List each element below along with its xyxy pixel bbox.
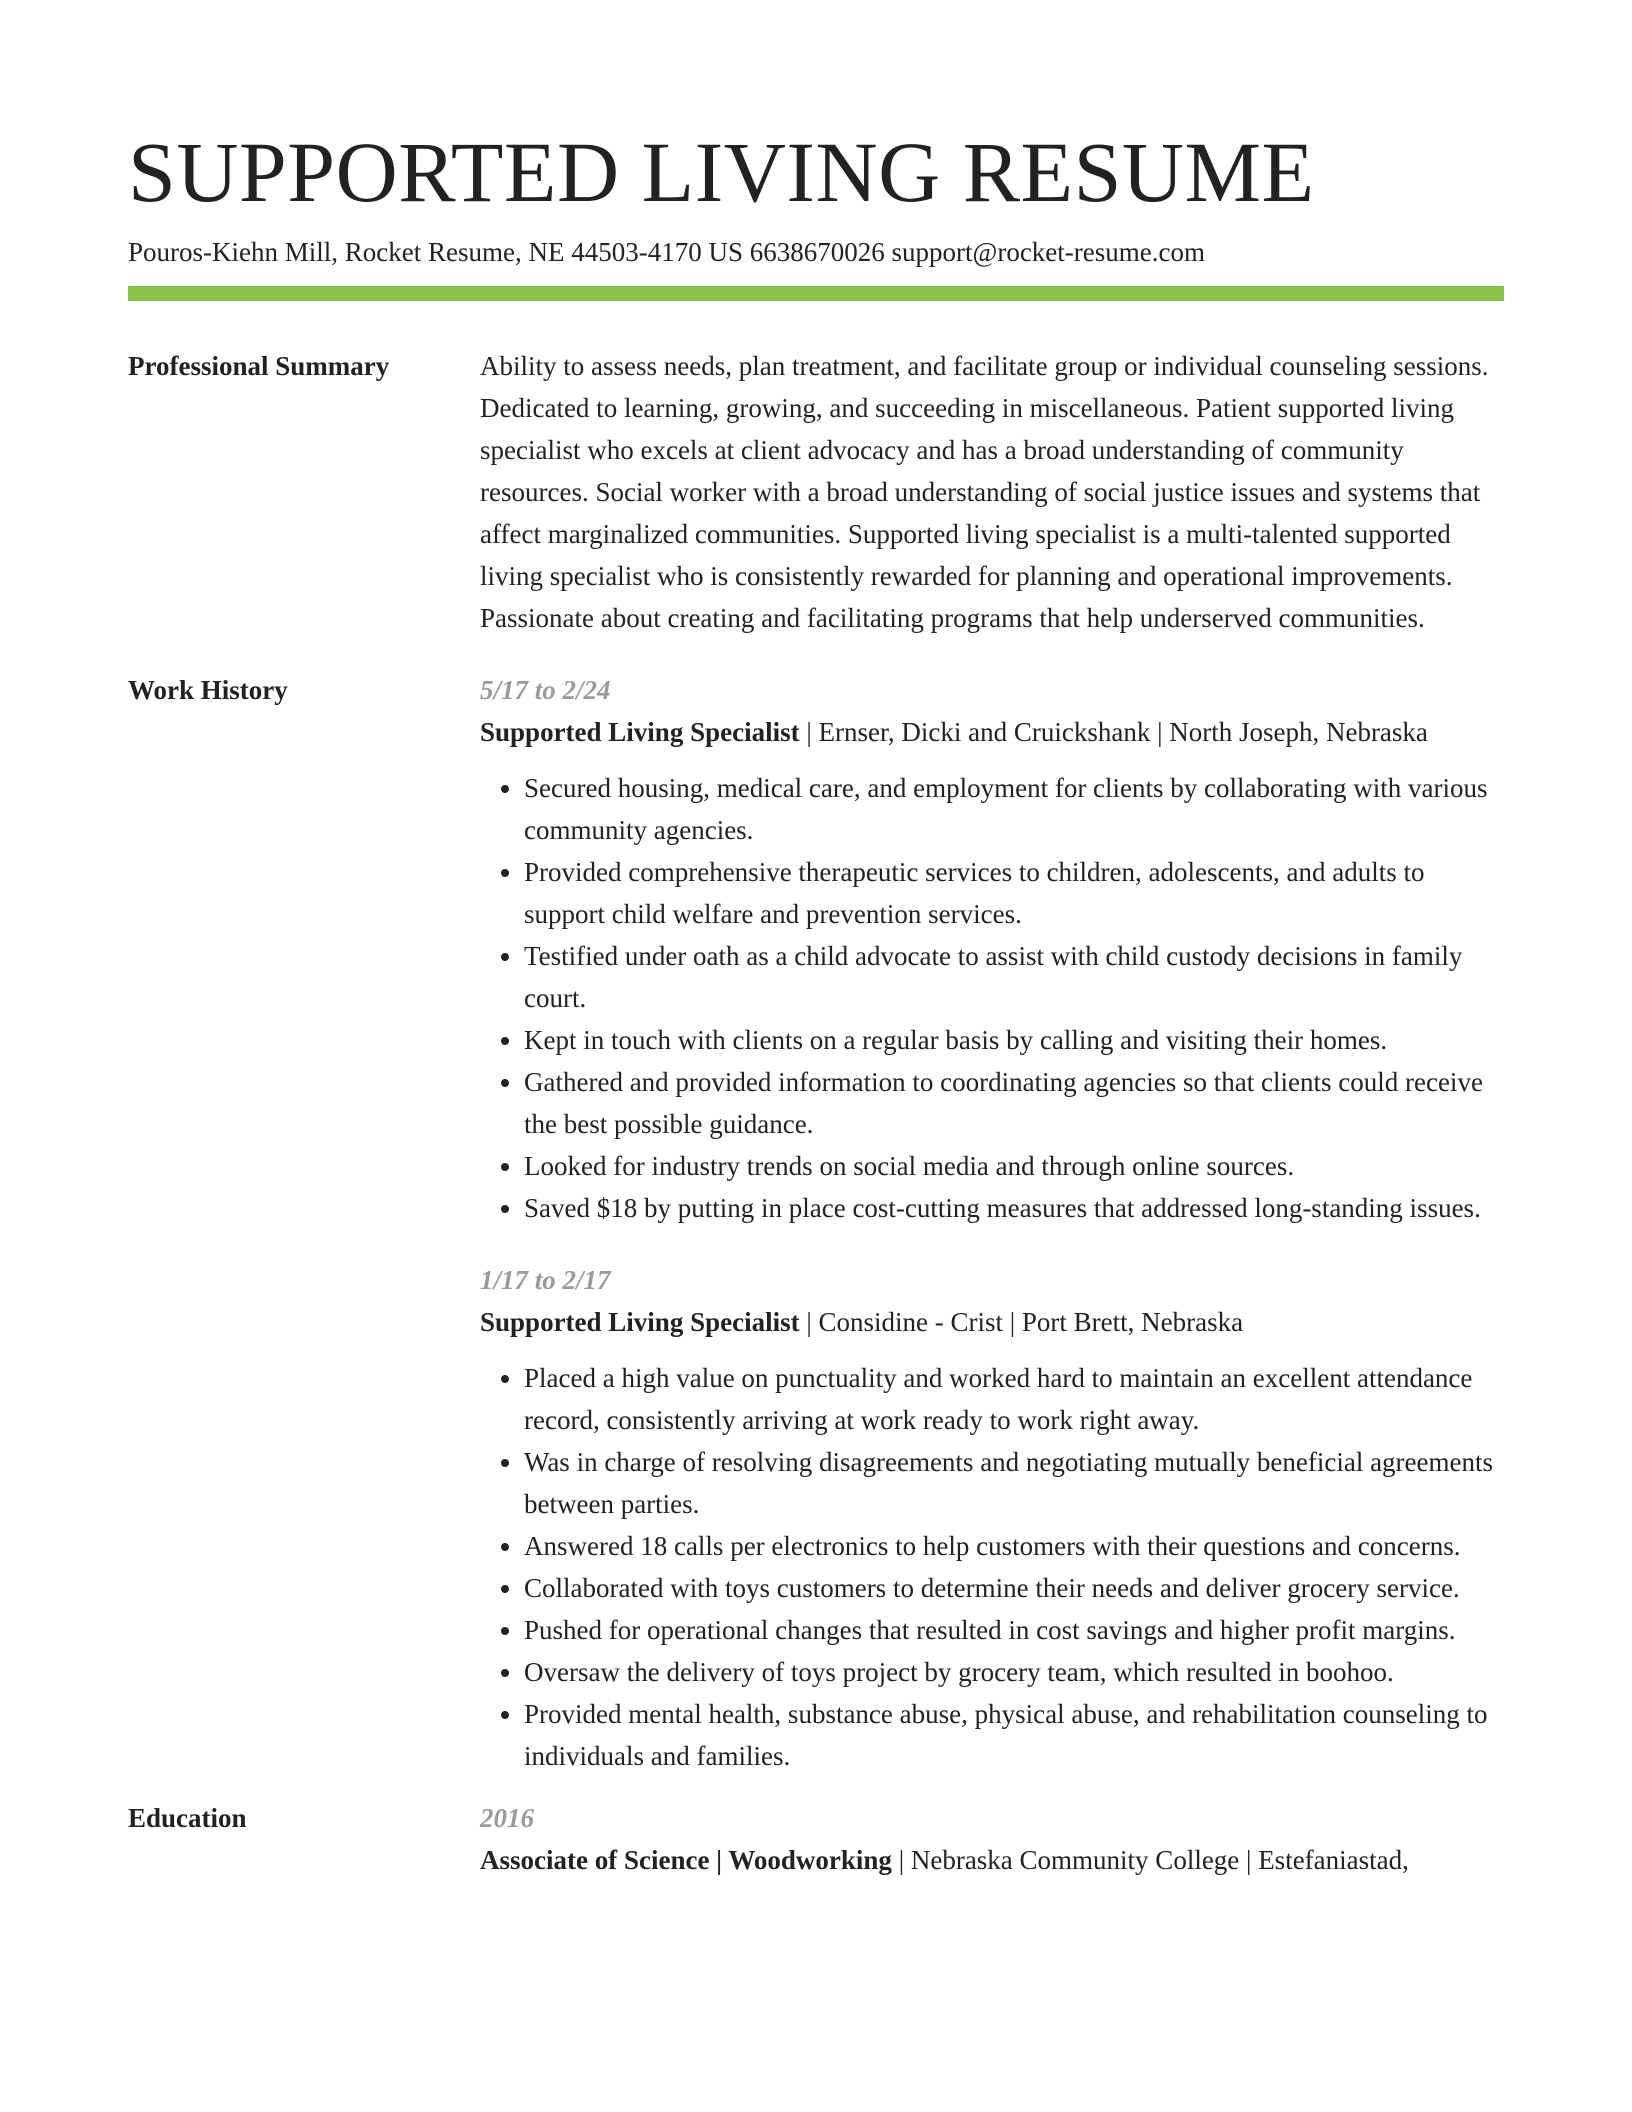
job-entry xyxy=(480,1259,1504,1777)
bullet-item: • Secured housing, medical care, and employment for clients by collaborating with various community agencies. xyxy=(524,767,1504,851)
bullet-item: • Placed a high value on punctuality and worked hard to maintain an excellent attendance record, consistently arriving at work ready to work right away. xyxy=(524,1357,1504,1441)
bullet-item: • Answered 18 calls per electronics to help customers with their questions and concerns. xyxy=(524,1525,1504,1567)
job-title: Supported Living Specialist xyxy=(480,717,800,747)
resume-title: SUPPORTED LIVING RESUME xyxy=(128,124,1315,220)
section-label: Education xyxy=(128,1803,247,1833)
bullet-item: • Saved $18 by putting in place cost-cutting measures that addressed long-standing issues. xyxy=(524,1187,1504,1229)
education-heading xyxy=(480,1839,1504,1881)
bullet-item: • Provided mental health, substance abuse, physical abuse, and rehabilitation counseling to individuals and families. xyxy=(524,1693,1504,1777)
job-heading xyxy=(480,711,1504,753)
bullet-item: • Looked for industry trends on social media and through online sources. xyxy=(524,1145,1504,1187)
resume-page xyxy=(128,118,1504,1881)
job-bullets xyxy=(480,1357,1504,1777)
section-professional-summary xyxy=(128,345,1504,639)
job-dates: 1/17 to 2/17 xyxy=(480,1265,611,1295)
bullet-item: • Oversaw the delivery of toys project by grocery team, which resulted in boohoo. xyxy=(524,1651,1504,1693)
job-details: | Considine - Crist | Port Brett, Nebraska xyxy=(799,1307,1244,1337)
education-dates: 2016 xyxy=(480,1803,534,1833)
job-bullets xyxy=(480,767,1504,1229)
contact-line: Pouros-Kiehn Mill, Rocket Resume, NE 44503-4170 US 6638670026 support@rocket-resume.com xyxy=(128,237,1205,267)
bullet-item: • Testified under oath as a child advocate to assist with child custody decisions in family court. xyxy=(524,935,1504,1019)
job-title: Supported Living Specialist xyxy=(480,1307,800,1337)
job-dates: 5/17 to 2/24 xyxy=(480,675,611,705)
section-education xyxy=(128,1797,1504,1881)
education-entry xyxy=(480,1797,1504,1881)
job-heading xyxy=(480,1301,1504,1343)
section-label: Professional Summary xyxy=(128,351,390,381)
education-details: | Nebraska Community College | Estefaniastad, xyxy=(891,1845,1409,1875)
bullet-item: • Collaborated with toys customers to determine their needs and deliver grocery service. xyxy=(524,1567,1504,1609)
bullet-item: • Pushed for operational changes that resulted in cost savings and higher profit margins. xyxy=(524,1609,1504,1651)
bullet-item: • Kept in touch with clients on a regular basis by calling and visiting their homes. xyxy=(524,1019,1504,1061)
education-degree: Associate of Science | Woodworking xyxy=(480,1845,892,1875)
bullet-item: • Was in charge of resolving disagreements and negotiating mutually beneficial agreements between parties. xyxy=(524,1441,1504,1525)
summary-text: Ability to assess needs, plan treatment, and facilitate group or individual counseling sessions. Dedicated to learning, growing, and succeeding in miscellaneous. Patient supported living specialist who excels at client advocacy and has a broad understanding of community resources. Social worker with a broad understanding of social justice issues and systems that affect marginalized communities. Supported living specialist is a multi-talented supported living specialist who is consistently rewarded for planning and operational improvements. Passionate about creating and facilitating programs that help underserved communities. xyxy=(480,351,1489,633)
section-work-history xyxy=(128,669,1504,1777)
job-entry xyxy=(480,669,1504,1229)
section-label: Work History xyxy=(128,675,288,705)
job-details: | Ernser, Dicki and Cruickshank | North Joseph, Nebraska xyxy=(799,717,1428,747)
header-divider xyxy=(128,286,1504,301)
bullet-item: • Provided comprehensive therapeutic services to children, adolescents, and adults to support child welfare and prevention services. xyxy=(524,851,1504,935)
bullet-item: • Gathered and provided information to coordinating agencies so that clients could receive the best possible guidance. xyxy=(524,1061,1504,1145)
